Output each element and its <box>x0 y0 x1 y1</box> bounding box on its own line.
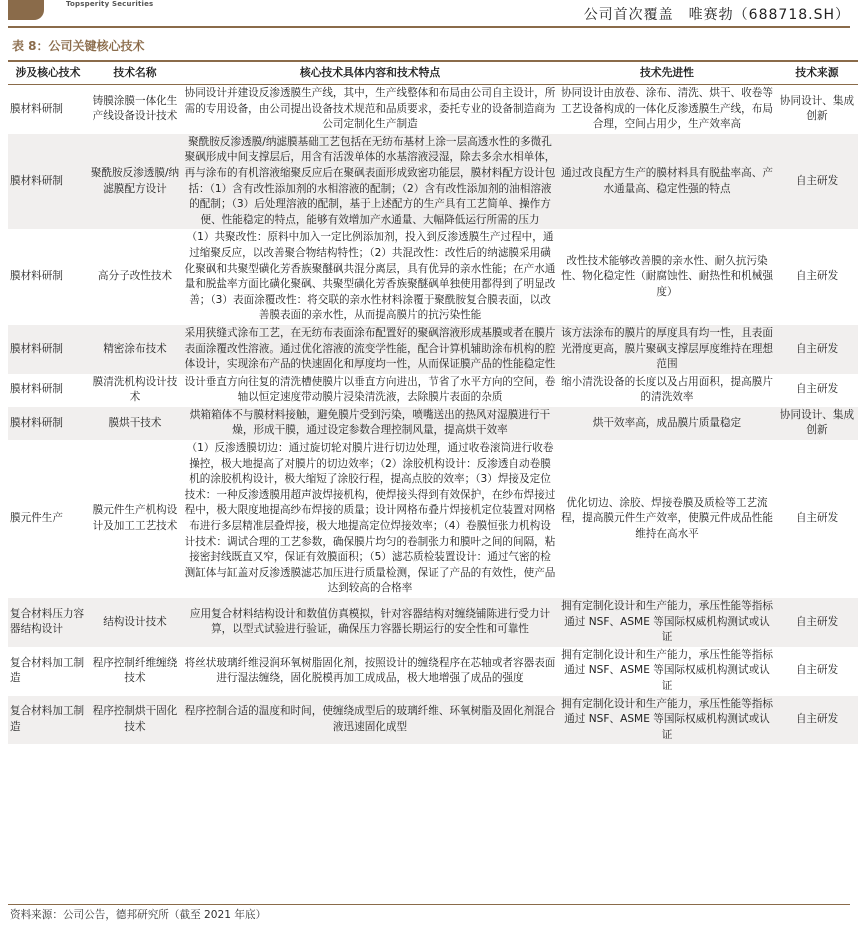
cell-name: 聚酰胺反渗透膜/纳滤膜配方设计 <box>88 134 182 230</box>
cell-name: 精密涂布技术 <box>88 325 182 374</box>
cell-source: 自主研发 <box>776 134 858 230</box>
source-note: 资料来源：公司公告，德邦研究所（截至 2021 年底） <box>10 909 267 921</box>
cell-content: 采用狭缝式涂布工艺，在无纺布表面涂布配置好的聚砜溶液形成基膜或者在膜片表面涂覆改性溶液。通过优化溶液的流变学性能，配合计算机辅助涂布机构的腔体设计，实现涂布产品的快速固化和厚度均一性，从而保证膜产品的性能稳定性 <box>182 325 558 374</box>
cell-advantage: 通过改良配方生产的膜材料具有脱盐率高、产水通量高、稳定性强的特点 <box>558 134 776 230</box>
cell-name: 结构设计技术 <box>88 598 182 647</box>
table-row <box>8 229 858 325</box>
col-header-advantage: 技术先进性 <box>558 61 776 85</box>
col-header-content: 核心技术具体内容和技术特点 <box>182 61 558 85</box>
cell-content: （1）共聚改性：原料中加入一定比例添加剂，投入到反渗透膜生产过程中，通过缩聚反应，以改善聚合物结构特性；（2）共混改性：改性后的纳滤膜采用磺化聚砜和共聚型磺化芳香族聚醚砜共混分离层，具有优异的亲水性能；在产水通量和脱盐率方面比磺化聚砜、共聚型磺化芳香族聚醚砜单独使用都得到了明显改善；（3）表面涂覆改性：将交联的亲水性材料涂覆于聚酰胺复合膜表面，以改善膜表面的亲水性，从而提高膜片的抗污染性能 <box>184 231 556 322</box>
cell-name: 程序控制纤维缠绕技术 <box>92 656 178 685</box>
brand-name-en: Topsperity Securities <box>66 0 154 8</box>
cell-area: 膜元件生产 <box>10 512 63 525</box>
table-row <box>8 134 858 230</box>
cell-source: 自主研发 <box>795 512 839 525</box>
table-row <box>8 374 858 407</box>
report-title: 公司首次覆盖 唯赛勃（688718.SH） <box>583 7 850 23</box>
cell-source: 自主研发 <box>795 270 839 283</box>
cell-name: 铸膜涂膜一体化生产线设备设计技术 <box>92 94 178 123</box>
cell-name: 膜元件生产机构设计及加工工艺技术 <box>92 504 178 533</box>
cell-advantage: 改性技术能够改善膜的亲水性、耐久抗污染性、物化稳定性（耐腐蚀性、耐热性和机械强度） <box>561 254 773 298</box>
col-header-area: 涉及核心技术 <box>8 61 88 85</box>
table-row <box>8 85 858 134</box>
cell-content: （1）反渗透膜切边：通过旋切轮对膜片进行切边处理，通过收卷滚筒进行收卷操控，极大地提高了对膜片的切边效率；（2）涂胶机构设计：反渗透自动卷膜机的涂胶机构设计，极大缩短了涂胶行程，提高点胶的效率；（3）焊接及定位技术：一种反渗透膜用超声波焊接机构，使焊接头得到有效保护，在纱布焊接过程中，极大限度地提高纱布焊接的质量；设计网格布叠片焊接机定位装置对网格布进行多层精准层叠焊接，极大地提高定位焊接效率；（4）卷膜恒张力机构设计技术：调试合理的工艺参数，确保膜片均匀的卷制张力和膜叶之间的间隔，粘接密封线既直又窄，保证有效膜面积；（5）滤芯质检装置设计：通过气密的检测缸体与缸盖对反渗透膜滤芯加压进行质量检测，保证了产品的有效性，使产品达到较高的合格率 <box>184 442 556 595</box>
cell-name: 膜烘干技术 <box>88 407 182 440</box>
col-header-name: 技术名称 <box>88 61 182 85</box>
cell-source: 协同设计、集成创新 <box>776 407 858 440</box>
cell-content: 将丝状玻璃纤维浸润环氧树脂固化剂，按照设计的缠绕程序在芯轴或者容器表面进行湿法缠绕，固化脱模再加工成成品，极大地增强了成品的强度 <box>184 656 556 685</box>
table-row <box>8 696 858 745</box>
cell-area: 膜材料研制 <box>10 102 63 115</box>
table-row <box>8 647 858 696</box>
cell-area: 复合材料压力容器结构设计 <box>8 598 88 647</box>
cell-advantage: 协同设计由放卷、涂布、清洗、烘干、收卷等工艺设备构成的一体化反渗透膜生产线，布局合理，空间占用少，生产效率高 <box>561 87 773 131</box>
cell-advantage: 优化切边、涂胶、焊接卷膜及质检等工艺流程，提高膜元件生产效率，使膜元件成品性能维持在高水平 <box>561 496 773 540</box>
cell-name: 程序控制烘干固化技术 <box>88 696 182 745</box>
cell-content: 应用复合材料结构设计和数值仿真模拟，针对容器结构对缠绕铺陈进行受力计算，以型式试验进行验证，确保压力容器长期运行的安全性和可靠性 <box>182 598 558 647</box>
table-row <box>8 598 858 647</box>
table-row <box>8 440 858 598</box>
core-technology-table <box>8 60 858 744</box>
cell-source: 协同设计、集成创新 <box>779 94 855 123</box>
cell-advantage: 拥有定制化设计和生产能力，承压性能等指标通过 NSF、ASME 等国际权威机构测试或认证 <box>561 648 773 692</box>
cell-area: 膜材料研制 <box>8 325 88 374</box>
cell-name: 高分子改性技术 <box>97 270 173 283</box>
header-divider <box>8 26 850 28</box>
table-row <box>8 407 858 440</box>
table-header-row <box>8 61 858 85</box>
cell-advantage: 该方法涂布的膜片的厚度具有均一性，且表面光滑度更高，膜片聚砜支撑层厚度维持在理想范围 <box>558 325 776 374</box>
cell-advantage: 拥有定制化设计和生产能力，承压性能等指标通过 NSF、ASME 等国际权威机构测试或认证 <box>558 696 776 745</box>
cell-content: 程序控制合适的温度和时间，使缠绕成型后的玻璃纤维、环氧树脂及固化剂混合液迅速固化成型 <box>182 696 558 745</box>
cell-area: 膜材料研制 <box>10 270 63 283</box>
footer-divider <box>8 904 850 905</box>
cell-content: 烘箱箱体不与膜材料接触，避免膜片受到污染，喷嘴送出的热风对湿膜进行干燥，形成干膜，通过设定参数合理控制风量，提高烘干效率 <box>182 407 558 440</box>
cell-advantage: 缩小清洗设备的长度以及占用面积，提高膜片的清洗效率 <box>561 375 773 404</box>
cell-area: 膜材料研制 <box>10 383 63 396</box>
company-logo <box>8 0 44 20</box>
cell-advantage: 拥有定制化设计和生产能力，承压性能等指标通过 NSF、ASME 等国际权威机构测试或认证 <box>558 598 776 647</box>
cell-advantage: 烘干效率高，成品膜片质量稳定 <box>558 407 776 440</box>
report-header <box>0 0 858 30</box>
cell-area: 复合材料加工制造 <box>8 696 88 745</box>
cell-area: 膜材料研制 <box>8 134 88 230</box>
cell-area: 复合材料加工制造 <box>10 656 85 685</box>
cell-name: 膜清洗机构设计技术 <box>92 375 178 404</box>
table-row <box>8 325 858 374</box>
cell-source: 自主研发 <box>776 598 858 647</box>
cell-area: 膜材料研制 <box>8 407 88 440</box>
col-header-source: 技术来源 <box>776 61 858 85</box>
cell-source: 自主研发 <box>795 383 839 396</box>
cell-content: 聚酰胺反渗透膜/纳滤膜基础工艺包括在无纺布基材上涂一层高透水性的多微孔聚砜形成中间支撑层后，用含有活泼单体的水基溶液浸湿，除去多余水相单体，再与涂布的有机溶液缩聚反应后在聚砜表面形成致密功能层，膜材料配方设计包括：（1）含有改性添加剂的水相溶液的配制；（2）含有改性添加剂的油相溶液的配制；（3）后处理溶液的配制，基于上述配方的生产具有工艺简单、操作方便、性能稳定的特点，能够有效增加产水通量、大幅降低运行所需的压力 <box>182 134 558 230</box>
cell-source: 自主研发 <box>776 325 858 374</box>
table-title: 表 8：公司关键核心技术 <box>12 39 145 53</box>
cell-source: 自主研发 <box>795 664 839 677</box>
cell-content: 设计垂直方向往复的清洗槽使膜片以垂直方向进出，节省了水平方向的空间，卷轴以恒定速度带动膜片浸染清洗液，去除膜片表面的杂质 <box>184 375 556 404</box>
cell-content: 协同设计并建设反渗透膜生产线，其中，生产线整体和布局由公司自主设计，所需的专用设备，由公司提出设备技术规范和品质要求，委托专业的设备制造商为公司定制化生产制造 <box>184 87 556 131</box>
cell-source: 自主研发 <box>776 696 858 745</box>
